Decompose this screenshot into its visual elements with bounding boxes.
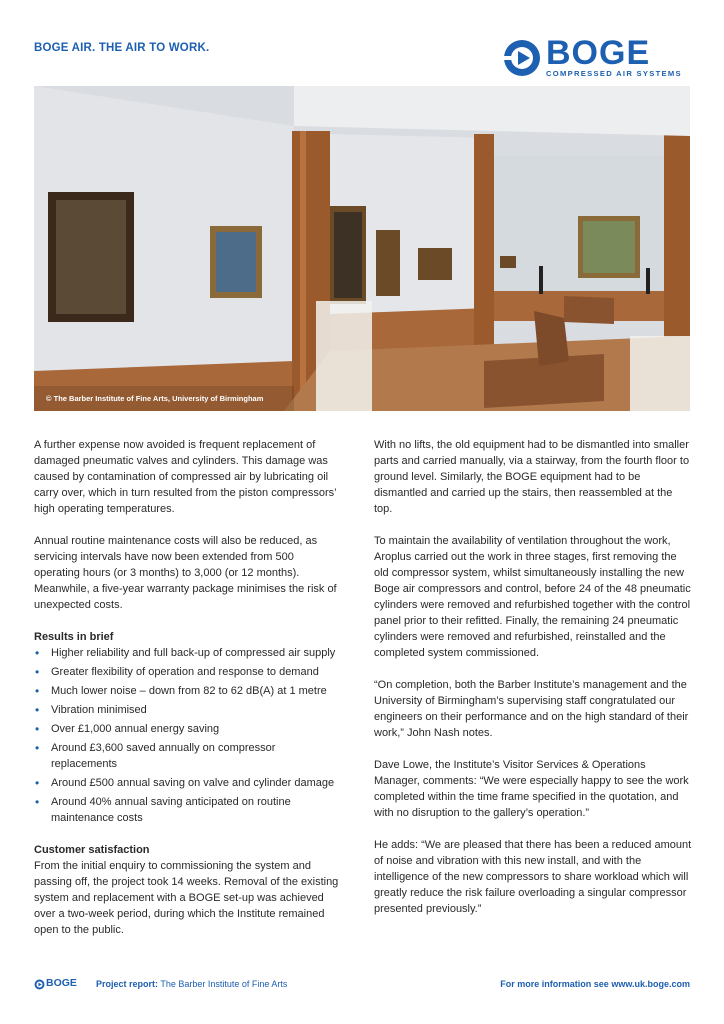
right-para-2: To maintain the availability of ventilation throughout the work, Aroplus carried out the work in three stages, first removing the old compressor system, whilst simultaneously installing the new Boge air compressors and control, before 24 of the 48 pneumatic cylinders were removed and refurbished together with the control panel prior to their refitted. Finally, the remaining 24 pneumatic cylinders were removed and refurbished, reinstalled and the completed system commissioned. [374,535,691,659]
report-title: The Barber Institute of Fine Arts [160,979,288,989]
footer-logo-word: BOGE [46,977,77,989]
results-list [34,645,340,826]
list-item: • Vibration minimised [34,702,340,718]
satisfaction-text: From the initial enquiry to commissioning the system and passing off, the project took 14 weeks. Removal of the existing system and replacement with a BOGE set-up was achieved over a two-week period, during which the Institute remained open to the public. [34,860,339,936]
list-item: • Over £1,000 annual energy saving [34,721,340,737]
satisfaction-heading: Customer satisfaction [34,844,150,856]
footer-logo[interactable] [34,978,88,992]
footer-report [96,979,287,989]
left-column [34,437,340,954]
right-para-4: Dave Lowe, the Institute’s Visitor Services & Operations Manager, comments: “We were especially happy to see the work completed within the time frame specified in the quotation, and with no disruption to the gallery’s operation.” [374,759,689,819]
logo-subtitle: COMPRESSED AIR SYSTEMS [546,69,682,78]
list-item: • Much lower noise – down from 82 to 62 dB(A) at 1 metre [34,683,340,699]
boge-logo-mark-icon [502,38,542,78]
photo-caption: © The Barber Institute of Fine Arts, University of Birmingham [46,394,264,403]
logo-word: BOGE [546,34,651,72]
left-para-1: A further expense now avoided is frequent replacement of damaged pneumatic valves and cylinders. This damage was caused by contamination of compressed air by lubricating oil carry over, which in turn resulted from the piston compressors’ high operating temperatures. [34,439,337,515]
more-info-link[interactable]: For more information see www.uk.boge.com [500,979,690,989]
results-heading: Results in brief [34,631,114,643]
tagline: BOGE AIR. THE AIR TO WORK. [34,42,210,54]
list-item: • Greater flexibility of operation and response to demand [34,664,340,680]
boge-logo[interactable] [502,34,692,82]
left-para-2: Annual routine maintenance costs will also be reduced, as servicing intervals have now been extended from 500 operating hours (or 3 months) to 3,000 (or 12 months). Meanwhile, a five-year warranty package minimises the risk of unexpected costs. [34,535,337,611]
gallery-photo [34,86,690,411]
right-para-5: He adds: “We are pleased that there has been a reduced amount of noise and vibration with this new install, and with the intelligence of the new compressors to share workload which will greatly reduce the risk failure overloading a singular compressor presented previously.” [374,839,692,915]
right-para-3: “On completion, both the Barber Institute’s management and the University of Birmingham’s supervising staff congratulated our engineers on their performance and on the high standard of their work,” John Nash notes. [374,679,689,739]
list-item: • Higher reliability and full back-up of compressed air supply [34,645,340,661]
right-para-1: With no lifts, the old equipment had to be dismantled into smaller parts and carried manually, via a stairway, from the fourth floor to ground level. Similarly, the BOGE equipment had to be dismantled and carried up the stairs, then reassembled at the top. [374,439,690,515]
footer-logo-mark-icon [34,979,45,990]
right-column [374,437,692,933]
report-label: Project report: [96,979,159,989]
list-item: • Around 40% annual saving anticipated on routine maintenance costs [34,794,340,826]
list-item: • Around £3,600 saved annually on compressor replacements [34,740,340,772]
list-item: • Around £500 annual saving on valve and cylinder damage [34,775,340,791]
